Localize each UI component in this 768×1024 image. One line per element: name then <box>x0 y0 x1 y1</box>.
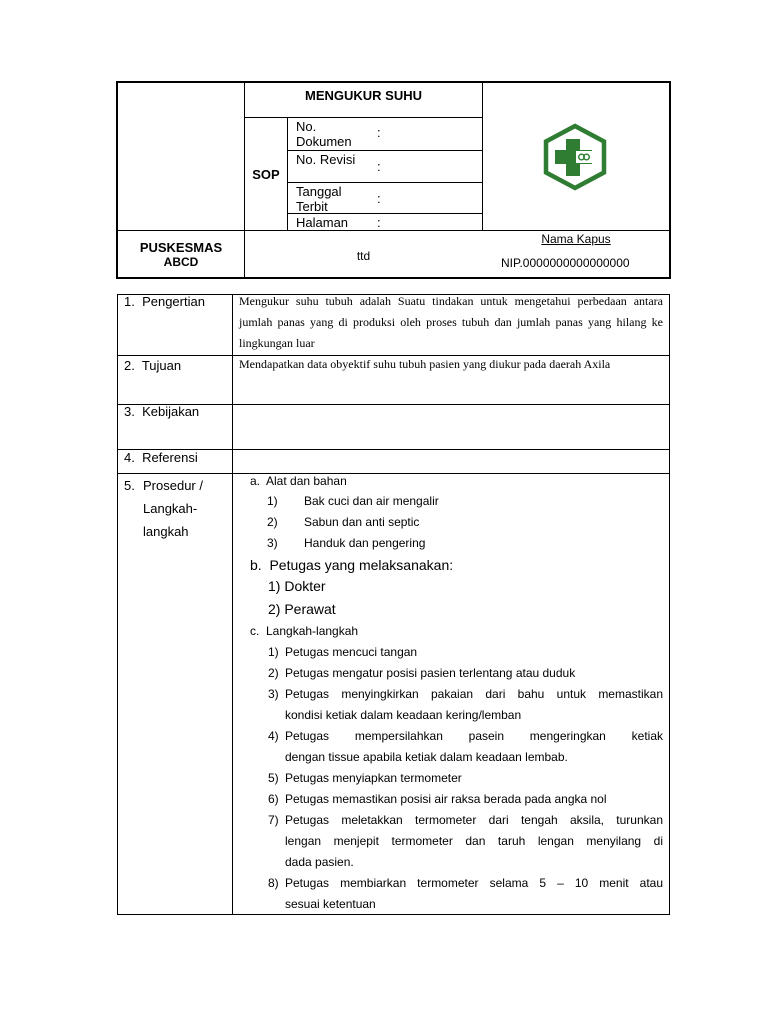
list-item: 1) Dokter <box>268 578 326 594</box>
step-text: lengan menjepit termometer dan taruh lengan menyilang di <box>285 834 663 848</box>
step-number: 3) <box>268 687 279 701</box>
list-item-text: Bak cuci dan air mengalir <box>304 494 439 508</box>
step-text: dengan tissue apabila ketiak dalam keadaan lembab. <box>285 750 568 764</box>
field-label: No. Revisi <box>296 152 356 167</box>
step-text: Petugas meletakkan termometer dari tengah aksila, turunkan <box>285 813 663 827</box>
step-item <box>268 663 663 684</box>
list-item-text: Handuk dan pengering <box>304 536 426 550</box>
step-text: Petugas mengatur posisi pasien terlentang atau duduk <box>285 666 576 680</box>
step-number: 1) <box>268 645 279 659</box>
step-text: Petugas menyingkirkan pakaian dari bahu untuk memastikan <box>285 687 663 701</box>
step-item <box>268 726 663 768</box>
step-text: Petugas membiarkan termometer selama 5 – 10 menit atau <box>285 876 663 890</box>
step-item <box>268 768 663 789</box>
field-no-revisi <box>296 152 356 167</box>
item-number: 2) <box>267 515 278 529</box>
list-item-text: Sabun dan anti septic <box>304 515 420 529</box>
step-number: 4) <box>268 729 279 743</box>
section-label-prosedur <box>124 474 135 497</box>
head-name: Nama Kapus <box>541 232 611 246</box>
org-line-2: ABCD <box>163 255 199 269</box>
step-text: Petugas mencuci tangan <box>285 645 418 659</box>
field-colon: : <box>377 125 381 140</box>
section-label-referensi: 4. Referensi <box>124 450 198 465</box>
field-tanggal-terbit <box>296 184 360 214</box>
org-line-1: PUSKESMAS <box>139 240 223 255</box>
field-label: Tanggal Terbit <box>296 184 342 214</box>
step-item <box>268 684 663 726</box>
label-line: Prosedur / <box>143 478 203 493</box>
field-label: Halaman <box>296 215 349 230</box>
section-label-prosedur-text <box>143 474 203 543</box>
step-text: kondisi ketiak dalam keadaan kering/lemban <box>285 708 522 722</box>
field-halaman <box>296 215 348 230</box>
section-text-tujuan: Mendapatkan data obyektif suhu tubuh pasien yang diukur pada daerah Axila <box>239 357 611 371</box>
step-text: Petugas mempersilahkan pasein mengeringkan ketiak <box>285 729 663 743</box>
section-text-pengertian: Mengukur suhu tubuh adalah Suatu tindakan untuk mengetahui perbedaan antara jumlah panas yang di produksi oleh proses tubuh dan jumlah panas yang hilang ke lingkungan luar <box>239 294 663 350</box>
field-label: No. Dokumen <box>296 119 352 149</box>
step-text: sesuai ketentuan <box>285 897 376 911</box>
step-list <box>268 642 663 915</box>
list-item: 2) Perawat <box>268 601 336 617</box>
item-number: 3) <box>267 536 278 550</box>
step-number: 2) <box>268 666 279 680</box>
subsection-title-petugas: b. Petugas yang melaksanakan: <box>250 557 454 573</box>
org-name <box>118 241 244 269</box>
step-item <box>268 810 663 873</box>
step-text: Petugas menyiapkan termometer <box>285 771 462 785</box>
list-item <box>267 536 278 550</box>
label-line: langkah <box>143 524 189 539</box>
section-number: 5. <box>124 478 135 493</box>
document-title: MENGUKUR SUHU <box>305 88 422 103</box>
section-label-kebijakan: 3. Kebijakan <box>124 404 200 419</box>
step-number: 6) <box>268 792 279 806</box>
step-item <box>268 789 663 810</box>
field-no-dokumen <box>296 119 360 149</box>
section-label-tujuan: 2. Tujuan <box>124 358 182 373</box>
list-item <box>267 494 278 508</box>
sop-label: SOP <box>252 167 280 182</box>
step-item <box>268 873 663 915</box>
label-line: Langkah- <box>143 501 198 516</box>
head-nip: NIP.0000000000000000 <box>501 256 630 270</box>
list-item <box>267 515 278 529</box>
field-colon: : <box>377 191 381 206</box>
field-colon: : <box>377 215 381 230</box>
step-text: Petugas memastikan posisi air raksa berada pada angka nol <box>285 792 607 806</box>
signature-text: ttd <box>356 249 371 263</box>
subsection-title-langkah: c. Langkah-langkah <box>250 624 359 638</box>
step-number: 7) <box>268 813 279 827</box>
step-item <box>268 642 663 663</box>
field-colon: : <box>377 159 381 174</box>
step-number: 5) <box>268 771 279 785</box>
item-number: 1) <box>267 494 278 508</box>
subsection-title-alat: a. Alat dan bahan <box>250 474 347 488</box>
section-label-pengertian: 1. Pengertian <box>124 294 205 309</box>
step-text: dada pasien. <box>285 855 354 869</box>
puskesmas-logo-icon <box>541 123 609 191</box>
step-number: 8) <box>268 876 279 890</box>
